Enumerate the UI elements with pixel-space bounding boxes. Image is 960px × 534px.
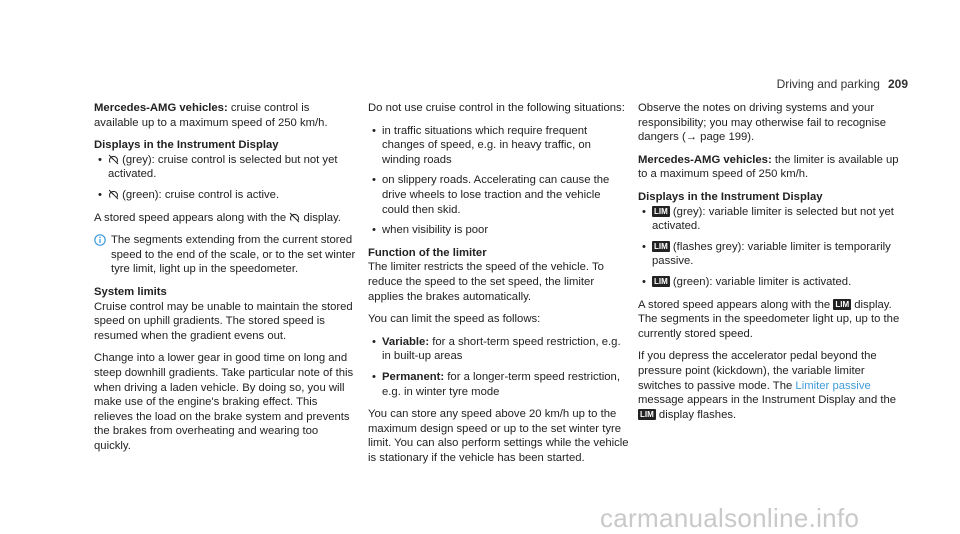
- limiter-display-list: [638, 205, 900, 290]
- observe-text-end: ).: [747, 131, 755, 144]
- stored-speed-paragraph: [638, 298, 900, 342]
- limiter-passive-message: Limiter passive: [795, 379, 871, 392]
- amg-paragraph: [94, 101, 356, 130]
- kickdown-text-2: message appears in the Instrument Display and the: [638, 394, 897, 407]
- amg-label: Mercedes-AMG vehicles:: [638, 153, 772, 166]
- stored-text: A stored speed appears along with the: [638, 298, 834, 311]
- lim-icon: LIM: [654, 276, 668, 286]
- note-text: The segments extending from the current stored speed to the end of the scale, or to the set winter tyre limit, light up in the speedometer.: [111, 234, 356, 276]
- list-item: [638, 240, 900, 269]
- list-item: [368, 335, 630, 364]
- limit-intro: You can limit the speed as follows:: [368, 313, 541, 326]
- amg-text: the limiter is available up to a maximum speed of 250 km/h.: [638, 153, 899, 181]
- observe-paragraph: [638, 101, 900, 145]
- stored-text-end: display. The segments in the speedometer light up, up to the currently stored speed.: [638, 298, 900, 340]
- list-item-text: (grey): cruise control is selected but not yet activated.: [108, 153, 338, 181]
- cruise-control-icon: [108, 189, 119, 200]
- amg-label: Mercedes-AMG vehicles:: [94, 102, 228, 114]
- situations-intro: Do not use cruise control in the following situations:: [368, 102, 625, 114]
- lim-icon: LIM: [654, 241, 668, 251]
- list-item: [94, 153, 356, 182]
- note: [94, 233, 356, 277]
- list-item: [94, 188, 356, 203]
- amg-text: cruise control is available up to a maximum speed of 250 km/h.: [94, 102, 328, 129]
- list-item-text: for a short-term speed restriction, e.g. in built-up areas: [382, 335, 621, 363]
- list-item-text: (grey): variable limiter is selected but not yet activated.: [652, 205, 894, 233]
- page-reference[interactable]: page 199: [697, 131, 748, 144]
- column-2: [368, 101, 630, 473]
- list-item: [368, 370, 630, 399]
- displays-heading: Displays in the Instrument Display: [638, 190, 823, 203]
- list-item-label: Permanent:: [382, 370, 445, 383]
- amg-paragraph: [638, 153, 900, 182]
- display-list: [94, 153, 356, 203]
- list-item-text: (green): cruise control is active.: [119, 188, 280, 201]
- function-text: The limiter restricts the speed of the vehicle. To reduce the speed to the set speed, the limiter applies the brakes automatically.: [368, 261, 604, 303]
- page-number: 209: [887, 77, 908, 91]
- watermark: carmanualsonline.info: [600, 503, 860, 533]
- system-limits-p1: Cruise control may be unable to maintain the stored speed on uphill gradients. The stored speed is resumed when the gradient evens out.: [94, 300, 353, 342]
- list-item: • in traffic situations which require frequent changes of speed, e.g. in heavy traffic, on winding roads: [368, 124, 630, 168]
- kickdown-text: If you depress the accelerator pedal beyond the pressure point (kickdown), the variable limiter switches to passive mode. The: [638, 350, 877, 392]
- system-limits-p2: Change into a lower gear in good time on long and steep downhill gradients. Take particular note of this when driving a laden vehicle. By doing so, you will make use of the engine's braking effect. This relieves the load on the brake system and prevents the brakes from overheating and wearing too quickly.: [94, 352, 354, 452]
- list-item: [638, 275, 900, 290]
- lim-icon: LIM: [640, 409, 654, 419]
- list-item: • on slippery roads. Accelerating can cause the drive wheels to lose traction and the vehicle could then skid.: [368, 173, 630, 217]
- limit-list: [368, 335, 630, 399]
- lim-icon: LIM: [654, 206, 668, 216]
- stored-speed-paragraph: [94, 211, 356, 226]
- stored-speed-text-end: display.: [300, 211, 341, 224]
- list-item: [638, 205, 900, 234]
- list-item-text: for a longer-term speed restriction, e.g. in winter tyre mode: [382, 370, 620, 398]
- list-item-text: (flashes grey): variable limiter is temporarily passive.: [652, 240, 891, 268]
- list-item: • when visibility is poor: [368, 223, 630, 238]
- function-heading: Function of the limiter: [368, 246, 487, 259]
- column-3: [638, 101, 900, 430]
- list-item-label: Variable:: [382, 335, 430, 348]
- cruise-control-icon: [108, 154, 119, 165]
- store-text: You can store any speed above 20 km/h up to the maximum design speed or up to the set winter tyre limit. You can also perform settings while the vehicle is stationary if the vehicle has been started.: [368, 408, 629, 464]
- section-title: Driving and parking: [776, 77, 880, 91]
- column-1: [94, 101, 356, 461]
- page-header: [777, 77, 908, 91]
- arrow-icon: →: [685, 131, 698, 144]
- observe-text: Observe the notes on driving systems and your responsibility; you may otherwise fail to recognise dangers (: [638, 102, 887, 144]
- kickdown-text-3: display flashes.: [655, 408, 737, 421]
- displays-heading: Displays in the Instrument Display: [94, 139, 279, 152]
- situations-list: [368, 124, 630, 238]
- kickdown-paragraph: [638, 349, 900, 422]
- lim-icon: LIM: [835, 299, 850, 309]
- stored-speed-text: A stored speed appears along with the: [94, 211, 290, 224]
- list-item-text: (green): variable limiter is activated.: [669, 275, 852, 288]
- system-limits-heading: System limits: [94, 285, 167, 298]
- info-icon: [94, 234, 106, 246]
- cruise-control-icon: [289, 212, 300, 223]
